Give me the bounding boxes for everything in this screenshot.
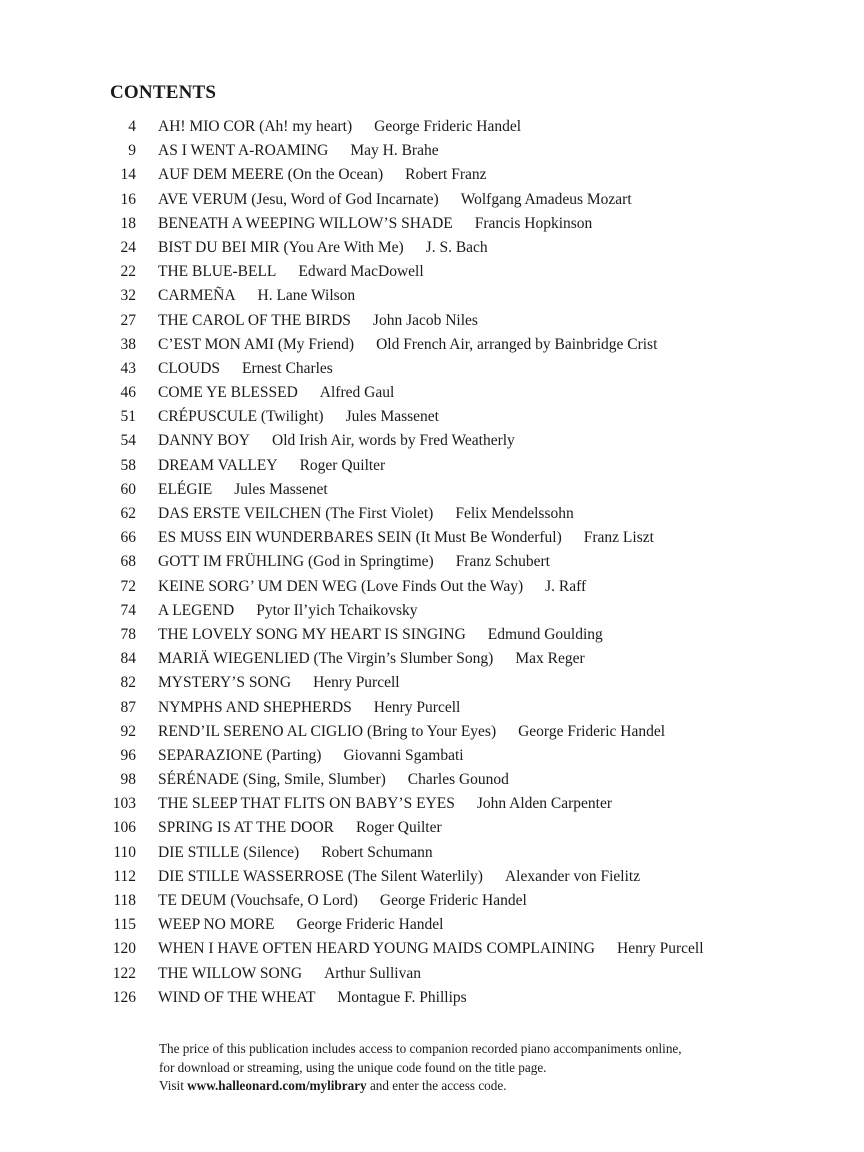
contents-entry: [100, 454, 840, 478]
contents-entry: [100, 913, 840, 937]
access-note-line-2: for download or streaming, using the unique code found on the title page.: [159, 1059, 547, 1075]
entry-song-title: WEEP NO MORE: [158, 916, 275, 934]
entry-song-title: BIST DU BEI MIR (You Are With Me): [158, 238, 404, 256]
entry-page-number: 22: [120, 263, 136, 281]
contents-entry: [100, 696, 840, 720]
entry-page-number: 103: [112, 795, 136, 813]
access-note-line-3: [159, 1077, 799, 1096]
entry-composer: Alfred Gaul: [319, 384, 395, 402]
entry-page-number: 110: [113, 843, 136, 861]
entry-composer: Henry Purcell: [373, 698, 461, 716]
entry-composer: Pytor Il’yich Tchaikovsky: [256, 601, 418, 619]
entry-page-number: 43: [120, 359, 136, 377]
entry-composer: Old French Air, arranged by Bainbridge Crist: [376, 335, 658, 353]
contents-entry: [100, 841, 840, 865]
contents-entry: [100, 333, 840, 357]
entry-song-title: MYSTERY’S SONG: [158, 674, 292, 692]
entry-page-number: 72: [120, 577, 136, 595]
entry-page-number: 98: [120, 771, 136, 789]
entry-page-number: 66: [120, 529, 136, 547]
entry-page-number: 87: [120, 698, 136, 716]
entry-song-title: AS I WENT A-ROAMING: [158, 142, 329, 160]
library-url: www.halleonard.com/mylibrary: [187, 1078, 367, 1093]
entry-composer: Arthur Sullivan: [324, 964, 421, 982]
entry-page-number: 120: [112, 940, 136, 958]
entry-song-title: THE BLUE-BELL: [158, 263, 277, 281]
entry-composer: Charles Gounod: [407, 771, 509, 789]
entry-page-number: 14: [120, 166, 136, 184]
entry-song-title: BENEATH A WEEPING WILLOW’S SHADE: [158, 214, 453, 232]
contents-entry: [100, 309, 840, 333]
entry-page-number: 126: [112, 988, 136, 1006]
entry-song-title: THE WILLOW SONG: [158, 964, 303, 982]
contents-entry: [100, 260, 840, 284]
entry-composer: Roger Quilter: [356, 819, 442, 837]
contents-entry: [100, 526, 840, 550]
entry-composer: Robert Schumann: [321, 843, 433, 861]
entry-song-title: CARMEÑA: [158, 287, 236, 305]
contents-entry: [100, 647, 840, 671]
entry-composer: Ernest Charles: [242, 359, 333, 377]
entry-song-title: DIE STILLE WASSERROSE (The Silent Waterlily): [158, 867, 483, 885]
entry-page-number: 74: [120, 601, 136, 619]
entry-song-title: SÉRÉNADE (Sing, Smile, Slumber): [158, 771, 386, 789]
entry-page-number: 18: [120, 214, 136, 232]
contents-entry: [100, 284, 840, 308]
contents-entry: [100, 188, 840, 212]
entry-page-number: 118: [113, 892, 136, 909]
entry-composer: Montague F. Phillips: [337, 988, 467, 1006]
contents-entry: [100, 139, 840, 163]
entry-composer: Edward MacDowell: [298, 263, 424, 281]
access-note-suffix-text: and enter the access code.: [366, 1078, 507, 1093]
entry-composer: John Jacob Niles: [372, 311, 478, 329]
contents-entry: [100, 889, 840, 913]
entry-page-number: 68: [120, 553, 136, 571]
entry-song-title: C’EST MON AMI (My Friend): [158, 335, 355, 353]
entry-song-title: SPRING IS AT THE DOOR: [158, 819, 334, 837]
entry-composer: Giovanni Sgambati: [343, 746, 464, 764]
entry-page-number: 82: [120, 674, 136, 692]
entry-page-number: 27: [120, 311, 136, 329]
entry-composer: Robert Franz: [405, 166, 487, 184]
entry-page-number: 112: [113, 867, 136, 885]
entry-song-title: THE LOVELY SONG MY HEART IS SINGING: [158, 625, 466, 643]
entry-page-number: 58: [120, 456, 136, 474]
entry-composer: Jules Massenet: [345, 408, 439, 426]
entry-composer: Old Irish Air, words by Fred Weatherly: [272, 432, 515, 450]
entry-page-number: 96: [120, 746, 136, 764]
contents-entry: [100, 163, 840, 187]
entry-song-title: THE CAROL OF THE BIRDS: [158, 311, 351, 329]
entry-composer: Max Reger: [515, 650, 585, 668]
entry-song-title: TE DEUM (Vouchsafe, O Lord): [158, 892, 358, 909]
entry-song-title: MARIÄ WIEGENLIED (The Virgin’s Slumber Song): [158, 650, 494, 668]
entry-song-title: COME YE BLESSED: [158, 384, 298, 402]
entry-page-number: 32: [120, 287, 136, 305]
entry-composer: May H. Brahe: [350, 142, 439, 160]
entry-song-title: REND’IL SERENO AL CIGLIO (Bring to Your Eyes): [158, 722, 497, 740]
entry-page-number: 122: [112, 964, 136, 982]
contents-entry: [100, 816, 840, 840]
entry-composer: George Frideric Handel: [379, 892, 527, 909]
entry-page-number: 54: [120, 432, 136, 450]
entry-song-title: DANNY BOY: [158, 432, 250, 450]
entry-song-title: AUF DEM MEERE (On the Ocean): [158, 166, 384, 184]
contents-entry: [100, 502, 840, 526]
entry-page-number: 9: [128, 142, 136, 160]
entry-page-number: 115: [113, 916, 136, 934]
entry-page-number: 106: [112, 819, 136, 837]
entry-composer: Franz Schubert: [455, 553, 550, 571]
entry-song-title: AH! MIO COR (Ah! my heart): [158, 118, 353, 135]
entry-composer: Wolfgang Amadeus Mozart: [460, 190, 632, 208]
entry-page-number: 62: [120, 505, 136, 522]
contents-entry: [100, 768, 840, 792]
contents-entry: [100, 865, 840, 889]
access-note-visit-text: Visit: [159, 1078, 188, 1093]
entry-page-number: 78: [120, 625, 136, 643]
contents-entry: [100, 986, 840, 1010]
contents-entry: [100, 236, 840, 260]
entry-song-title: AVE VERUM (Jesu, Word of God Incarnate): [158, 190, 439, 208]
access-note: [159, 1040, 799, 1096]
contents-entry: [100, 429, 840, 453]
contents-entry: [100, 599, 840, 623]
entry-song-title: KEINE SORG’ UM DEN WEG (Love Finds Out the Way): [158, 577, 524, 595]
contents-entry: [100, 212, 840, 236]
contents-entry: [100, 550, 840, 574]
entry-page-number: 92: [120, 722, 136, 740]
entry-composer: Felix Mendelssohn: [455, 505, 574, 522]
entry-song-title: SEPARAZIONE (Parting): [158, 746, 322, 764]
entry-composer: Henry Purcell: [617, 940, 704, 958]
entry-song-title: ES MUSS EIN WUNDERBARES SEIN (It Must Be Wonderful): [158, 529, 562, 547]
entry-page-number: 46: [120, 384, 136, 402]
contents-entry: [100, 623, 840, 647]
contents-entry: [100, 357, 840, 381]
access-note-line-1: The price of this publication includes access to companion recorded piano accompaniments online,: [159, 1041, 682, 1056]
entry-page-number: 16: [120, 190, 136, 208]
entry-composer: George Frideric Handel: [296, 916, 444, 934]
entry-page-number: 4: [128, 118, 136, 135]
entry-composer: Alexander von Fielitz: [504, 867, 641, 885]
entry-song-title: A LEGEND: [158, 601, 235, 619]
entry-page-number: 24: [120, 238, 136, 256]
entry-page-number: 60: [120, 480, 136, 498]
contents-entry: [100, 381, 840, 405]
entry-song-title: THE SLEEP THAT FLITS ON BABY’S EYES: [158, 795, 455, 813]
entry-composer: Jules Massenet: [234, 480, 328, 498]
entry-song-title: GOTT IM FRÜHLING (God in Springtime): [158, 553, 434, 571]
entry-song-title: WHEN I HAVE OFTEN HEARD YOUNG MAIDS COMPLAINING: [158, 940, 595, 958]
entry-song-title: CLOUDS: [158, 359, 221, 377]
entry-song-title: WIND OF THE WHEAT: [158, 988, 316, 1006]
entry-composer: Roger Quilter: [299, 456, 386, 474]
entry-composer: Franz Liszt: [583, 529, 654, 547]
entry-composer: J. S. Bach: [425, 238, 488, 256]
entry-composer: H. Lane Wilson: [257, 287, 356, 305]
contents-entry: [100, 478, 840, 502]
entry-page-number: 84: [120, 650, 136, 668]
contents-entry: [100, 962, 840, 986]
contents-entry: [100, 720, 840, 744]
contents-heading: CONTENTS: [110, 82, 217, 103]
entry-composer: J. Raff: [545, 577, 587, 595]
entry-song-title: DAS ERSTE VEILCHEN (The First Violet): [158, 505, 434, 522]
entry-composer: Henry Purcell: [313, 674, 400, 692]
entry-song-title: CRÉPUSCULE (Twilight): [158, 408, 324, 426]
contents-entry: [100, 405, 840, 429]
entry-composer: George Frideric Handel: [518, 722, 666, 740]
entry-song-title: DIE STILLE (Silence): [158, 843, 300, 861]
entry-page-number: 38: [120, 335, 136, 353]
contents-entry: [100, 744, 840, 768]
contents-entry: [100, 115, 840, 139]
contents-entry: [100, 792, 840, 816]
entry-song-title: DREAM VALLEY: [158, 456, 278, 474]
entry-composer: George Frideric Handel: [374, 118, 522, 135]
entry-song-title: ELÉGIE: [158, 480, 213, 498]
contents-entry: [100, 575, 840, 599]
entry-composer: Edmund Goulding: [487, 625, 603, 643]
entry-composer: Francis Hopkinson: [474, 214, 593, 232]
entry-composer: John Alden Carpenter: [476, 795, 612, 813]
entry-page-number: 51: [120, 408, 136, 426]
contents-entry: [100, 937, 840, 961]
contents-entry: [100, 671, 840, 695]
entry-song-title: NYMPHS AND SHEPHERDS: [158, 698, 352, 716]
contents-list: [100, 115, 840, 1010]
